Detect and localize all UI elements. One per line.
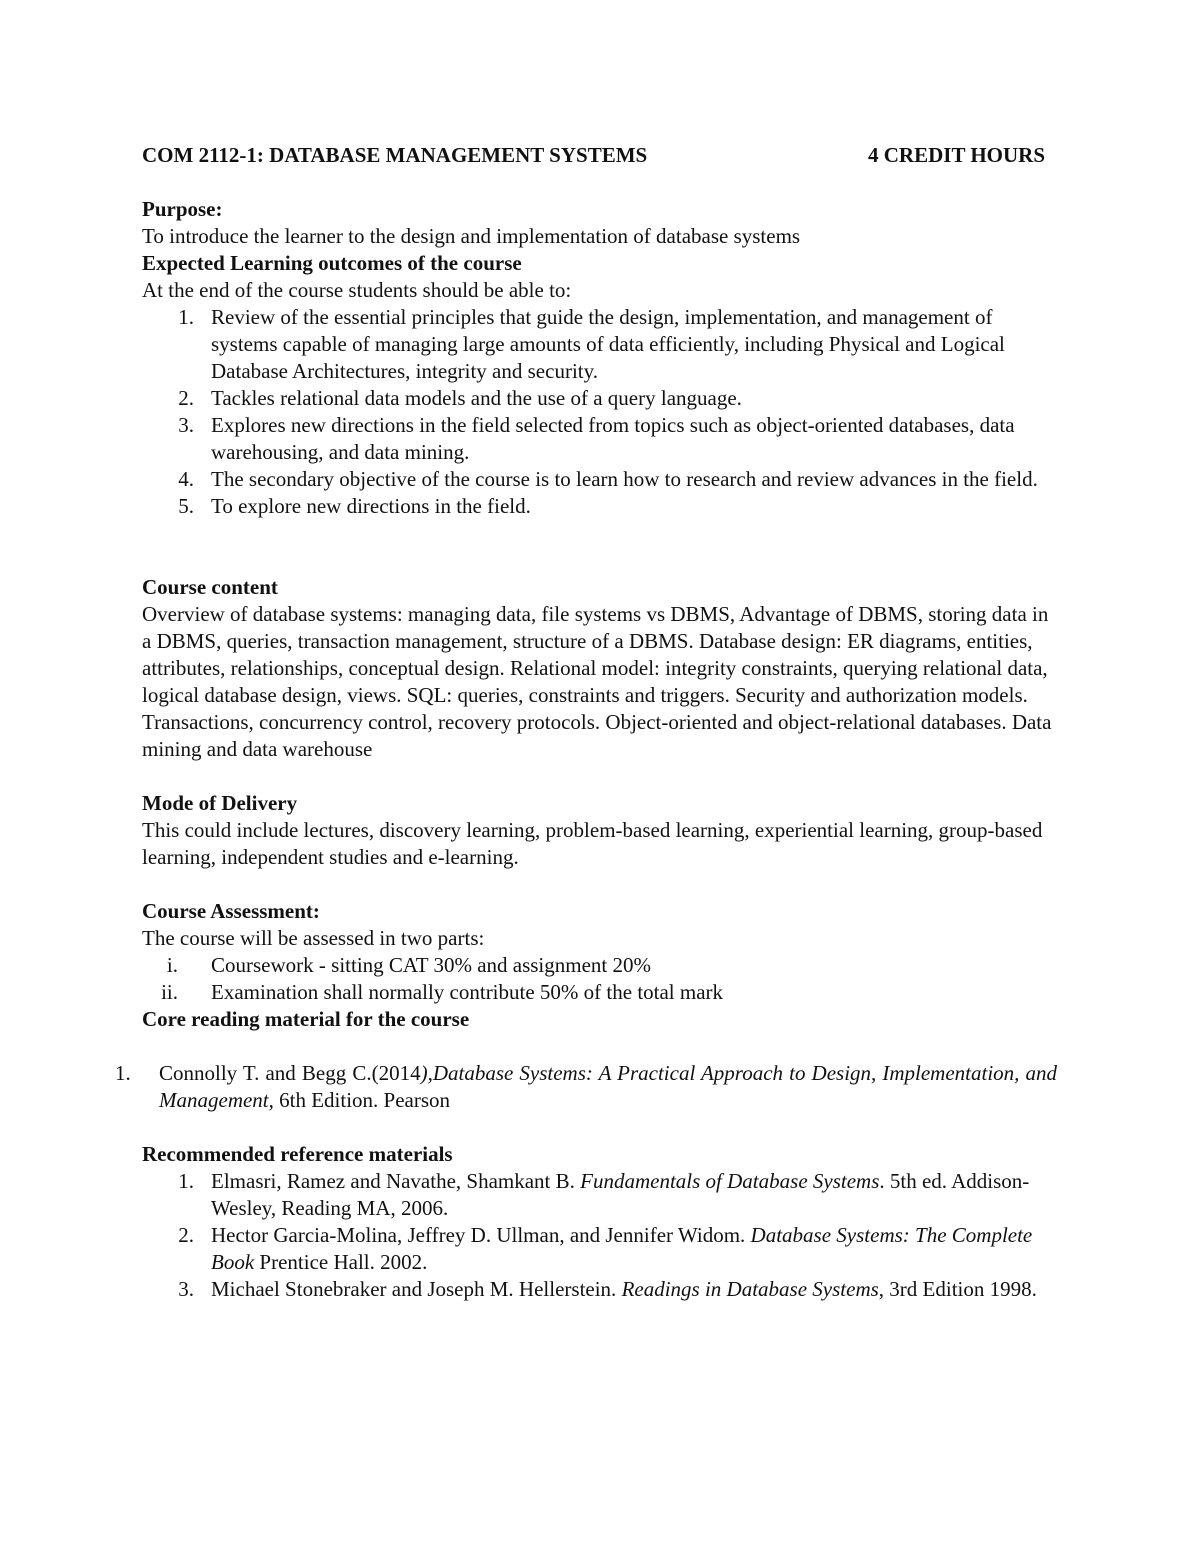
list-marker: 2. xyxy=(178,1223,194,1247)
purpose-text: To introduce the learner to the design and implementation of database systems xyxy=(142,224,801,248)
list-item xyxy=(142,1222,1057,1276)
list-marker: 4. xyxy=(178,467,194,491)
list-item xyxy=(142,1168,1057,1222)
list-marker: i. xyxy=(166,953,178,977)
outcomes-list xyxy=(142,304,1057,520)
list-item xyxy=(142,493,1057,520)
list-item xyxy=(142,466,1057,493)
content-heading: Course content xyxy=(142,575,278,599)
list-marker: 3. xyxy=(178,1277,194,1301)
citation-title: Readings in Database Systems xyxy=(621,1277,879,1301)
outcomes-heading: Expected Learning outcomes of the course xyxy=(142,251,522,275)
list-item-text: The secondary objective of the course is to learn how to research and review advances in the field. xyxy=(211,467,1038,491)
citation-title: Fundamentals of Database Systems xyxy=(580,1169,880,1193)
assessment-list xyxy=(142,952,1057,1006)
core-reading-list xyxy=(115,1060,1058,1114)
references-heading: Recommended reference materials xyxy=(142,1142,453,1166)
document-page xyxy=(115,142,1058,1303)
list-item-text: Tackles relational data models and the use of a query language. xyxy=(211,386,742,410)
assessment-intro: The course will be assessed in two parts: xyxy=(142,926,485,950)
delivery-text: This could include lectures, discovery learning, problem-based learning, experiential learning, group-based learning, independent studies and e-learning. xyxy=(142,818,1043,869)
list-marker: ii. xyxy=(161,980,178,1004)
list-item xyxy=(115,1060,1058,1114)
core-reading-heading: Core reading material for the course xyxy=(142,1007,470,1031)
list-item xyxy=(142,412,1057,466)
citation-title: Database Systems: The Complete Book xyxy=(211,1223,1033,1274)
citation-paren: ), xyxy=(420,1061,433,1085)
list-marker: 1. xyxy=(178,1169,194,1193)
references-list xyxy=(142,1168,1057,1303)
list-item-text: Explores new directions in the field selected from topics such as object-oriented databases, data warehousing, and data mining. xyxy=(211,413,1015,464)
outcomes-intro: At the end of the course students should be able to: xyxy=(142,278,572,302)
course-title: COM 2112-1: DATABASE MANAGEMENT SYSTEMS xyxy=(142,143,648,167)
citation-authors: Connolly T. and Begg C.(2014 xyxy=(159,1061,421,1085)
list-marker: 5. xyxy=(178,494,194,518)
citation-rest: , 3rd Edition 1998. xyxy=(878,1277,1037,1301)
list-item-text: Review of the essential principles that guide the design, implementation, and management of systems capable of managing large amounts of data efficiently, including Physical and Logical Database Architectures, integrity and security. xyxy=(211,305,1005,383)
list-marker: 1. xyxy=(115,1061,131,1085)
delivery-heading: Mode of Delivery xyxy=(142,791,298,815)
list-item-text: Examination shall normally contribute 50% of the total mark xyxy=(211,980,724,1004)
citation-title: Database Systems: A Practical Approach to Design, Implementation, and Management xyxy=(159,1061,1058,1112)
assessment-heading: Course Assessment: xyxy=(142,899,320,923)
list-marker: 3. xyxy=(178,413,194,437)
list-marker: 2. xyxy=(178,386,194,410)
citation-authors: Elmasri, Ramez and Navathe, Shamkant B. xyxy=(211,1169,581,1193)
purpose-heading: Purpose: xyxy=(142,197,223,221)
list-item xyxy=(142,952,1057,979)
list-marker: 1. xyxy=(178,305,194,329)
course-header xyxy=(142,142,1045,169)
citation-rest: , 6th Edition. Pearson xyxy=(268,1088,451,1112)
citation-rest: Prentice Hall. 2002. xyxy=(254,1250,428,1274)
list-item-text: Coursework - sitting CAT 30% and assignment 20% xyxy=(211,953,651,977)
credit-hours: 4 CREDIT HOURS xyxy=(868,143,1045,167)
list-item xyxy=(142,979,1057,1006)
citation-authors: Hector Garcia-Molina, Jeffrey D. Ullman, and Jennifer Widom. xyxy=(211,1223,751,1247)
list-item xyxy=(142,304,1057,385)
list-item xyxy=(142,385,1057,412)
citation-authors: Michael Stonebraker and Joseph M. Hellerstein. xyxy=(211,1277,622,1301)
citation-rest: . 5th ed. Addison-Wesley, Reading MA, 2006. xyxy=(211,1169,1030,1220)
list-item xyxy=(142,1276,1057,1303)
list-item-text: To explore new directions in the field. xyxy=(211,494,531,518)
content-text: Overview of database systems: managing data, file systems vs DBMS, Advantage of DBMS, storing data in a DBMS, queries, transaction management, structure of a DBMS. Database design: ER diagrams, entities, attributes, relationships, conceptual design. Relational model: integrity constraints, querying relational data, logical database design, views. SQL: queries, constraints and triggers. Security and authorization models. Transactions, concurrency control, recovery protocols. Object-oriented and object-relational databases. Data mining and data warehouse xyxy=(142,602,1052,761)
